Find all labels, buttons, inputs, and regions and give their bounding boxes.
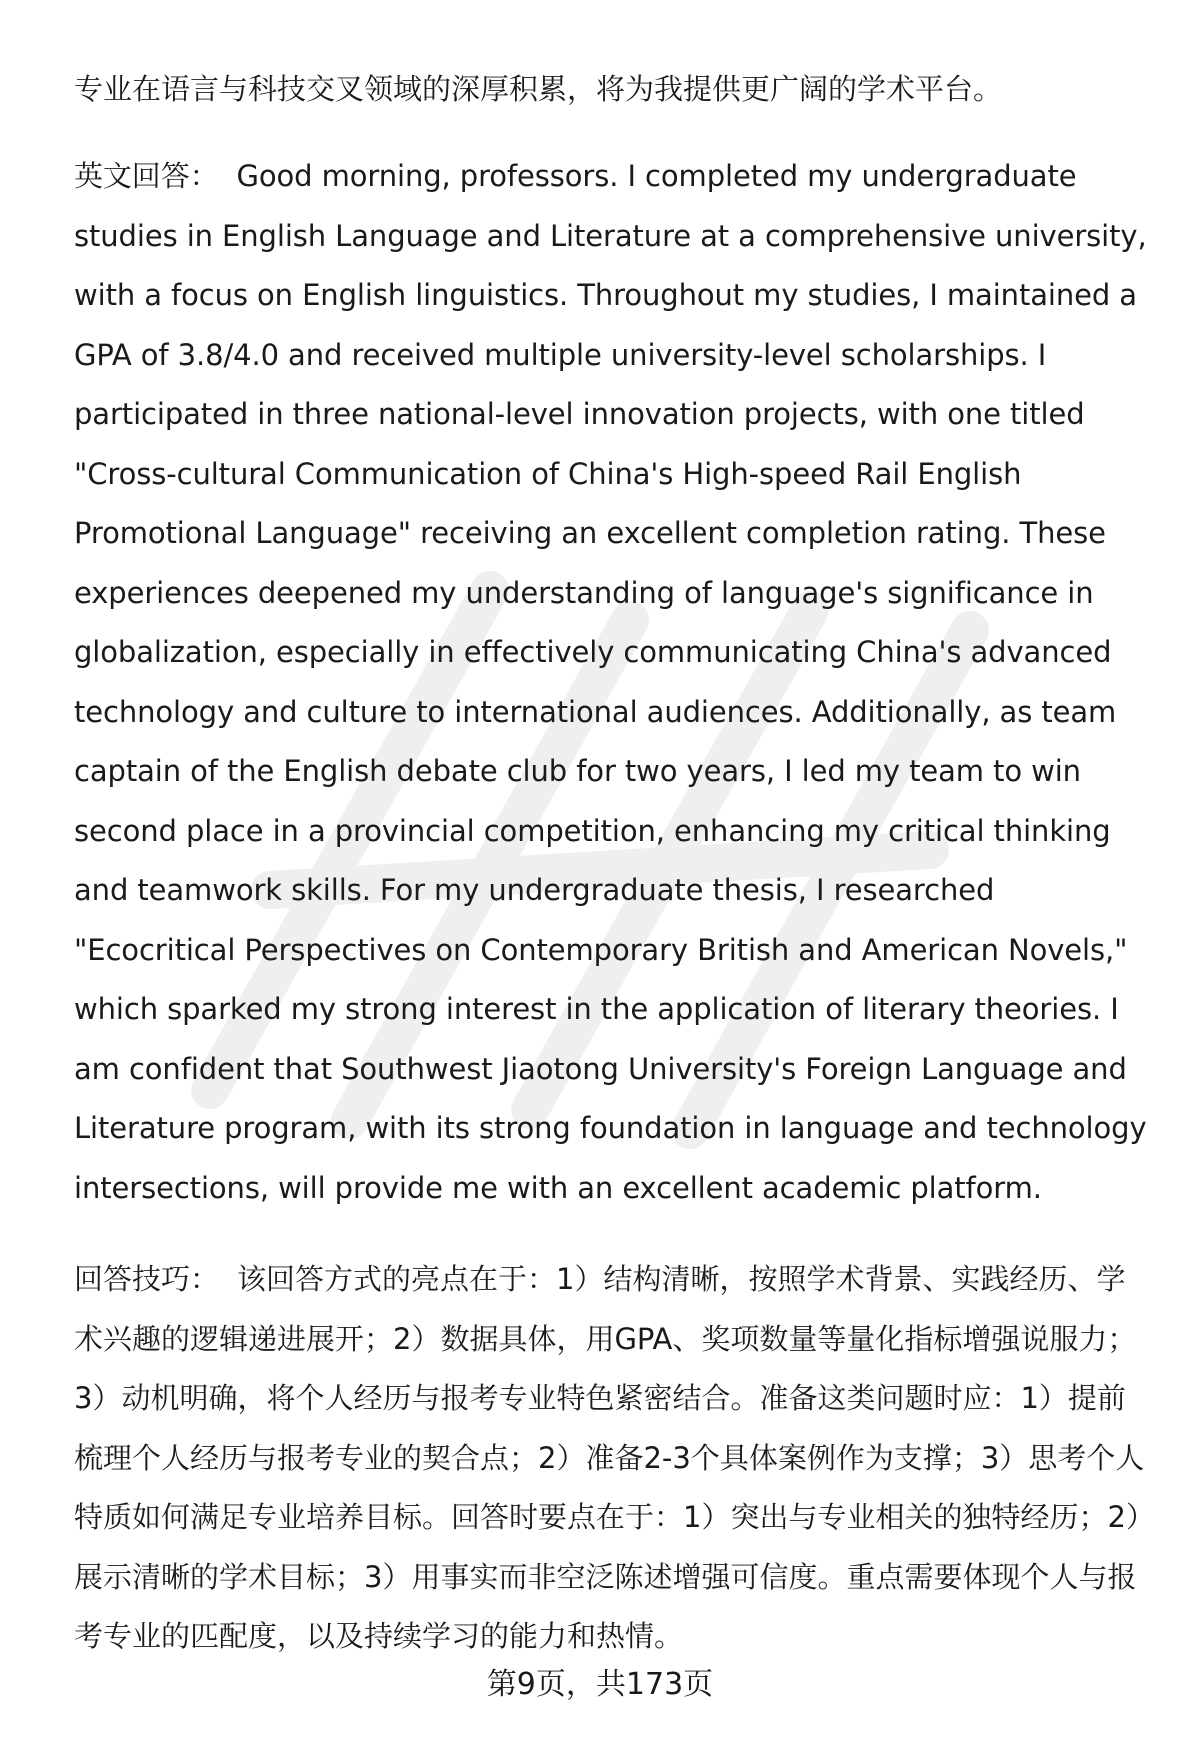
english-answer-paragraph bbox=[74, 147, 1154, 1218]
tips-text: 该回答方式的亮点在于：1）结构清晰，按照学术背景、实践经历、学术兴趣的逻辑递进展开；2）数据具体，用GPA、奖项数量等量化指标增强说服力；3）动机明确，将个人经历与报考专业特色紧密结合。准备这类问题时应：1）提前梳理个人经历与报考专业的契合点；2）准备2-3个具体案例作为支撑；3）思考个人特质如何满足专业培养目标。回答时要点在于：1）突出与专业相关的独特经历；2）展示清晰的学术目标；3）用事实而非空泛陈述增强可信度。重点需要体现个人与报考专业的匹配度，以及持续学习的能力和热情。 bbox=[74, 1262, 1145, 1653]
english-answer-label: 英文回答： bbox=[74, 159, 219, 193]
tips-label: 回答技巧： bbox=[74, 1262, 220, 1296]
page-number: 第9页，共173页 bbox=[486, 1667, 714, 1702]
english-answer-text: Good morning, professors. I completed my undergraduate studies in English Language and Literature at a comprehensive university, with a focus on English linguistics. Throughout my studies, I maintained a GPA of 3.8/4.0 and received multiple university-level scholarships. I participated in three national-level innovation projects, with one titled "Cross-cultural Communication of China's High-speed Rail English Promotional Language" receiving an excellent completion rating. These experiences deepened my understanding of language's significance in globalization, especially in effectively communicating China's advanced technology and culture to international audiences. Additionally, as team captain of the English debate club for two years, I led my team to win second place in a provincial competition, enhancing my critical thinking and teamwork skills. For my undergraduate thesis, I researched "Ecocritical Perspectives on Contemporary British and American Novels," which sparked my strong interest in the application of literary theories. I am confident that Southwest Jiaotong University's Foreign Language and Literature program, with its strong foundation in language and technology intersections, will provide me with an excellent academic platform. bbox=[74, 159, 1147, 1205]
intro-text: 专业在语言与科技交叉领域的深厚积累，将为我提供更广阔的学术平台。 bbox=[74, 72, 1003, 106]
tips-paragraph bbox=[74, 1250, 1154, 1667]
intro-paragraph bbox=[74, 60, 1154, 120]
